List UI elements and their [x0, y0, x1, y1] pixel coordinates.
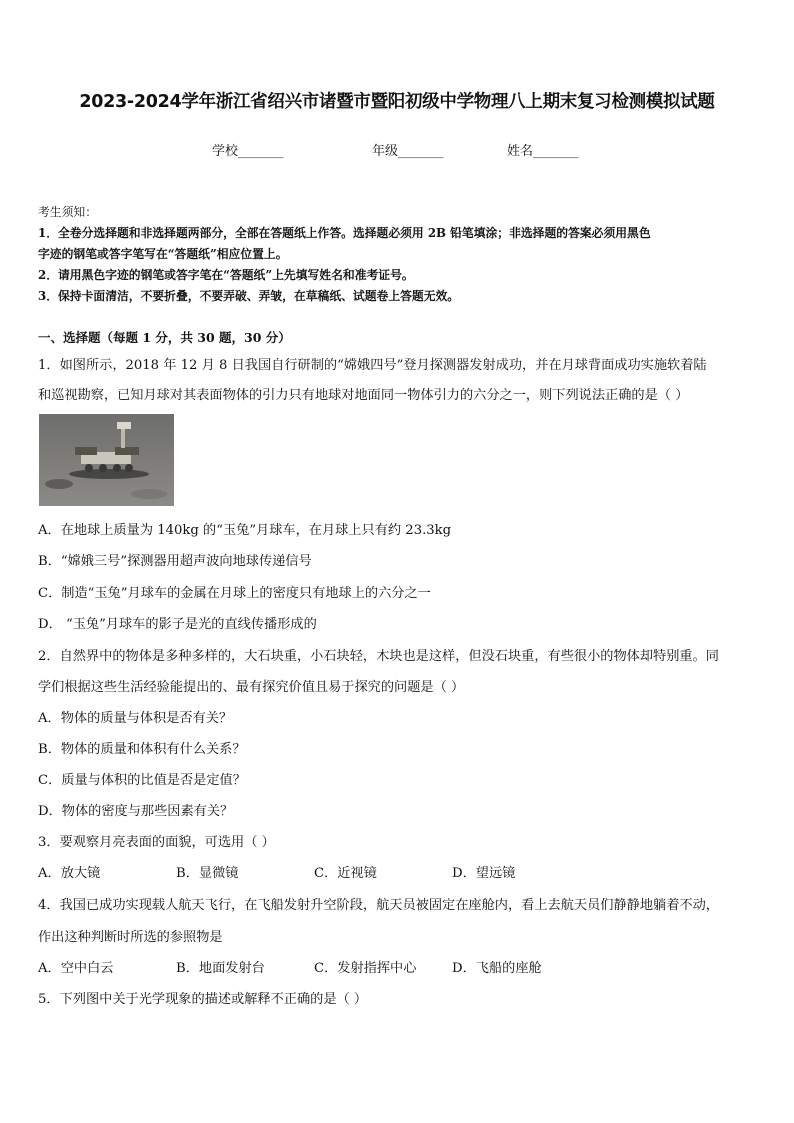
- lunar-rover-photo: [39, 414, 174, 506]
- school-field[interactable]: 学校_______: [212, 144, 284, 159]
- exam-title: 2023-2024学年浙江省绍兴市诸暨市暨阳初级中学物理八上期末复习检测模拟试题: [79, 92, 715, 112]
- question-1-option-b[interactable]: B．“嫦娥三号”探测器用超声波向地球传递信号: [38, 554, 312, 569]
- question-3-option-b[interactable]: B．显微镜: [176, 866, 239, 881]
- question-4-option-c[interactable]: C．发射指挥中心: [314, 961, 417, 976]
- note-line: 3．保持卡面清洁，不要折叠，不要弄破、弄皱，在草稿纸、试题卷上答题无效。: [38, 289, 460, 303]
- grade-field[interactable]: 年级_______: [372, 144, 444, 159]
- question-4-option-d[interactable]: D．飞船的座舱: [452, 961, 542, 976]
- question-1-option-d[interactable]: D． “玉兔”月球车的影子是光的直线传播形成的: [38, 617, 317, 632]
- question-2-stem: 2．自然界中的物体是多种多样的，大石块重，小石块轻，木块也是这样，但没石块重，有些很小的物体却特别重。同: [38, 649, 719, 664]
- question-4-option-a[interactable]: A．空中白云: [38, 961, 114, 976]
- note-line: 字迹的钢笔或答字笔写在“答题纸”相应位置上。: [38, 247, 288, 261]
- question-3-options: [0, 862, 794, 882]
- question-2-option-d[interactable]: D．物体的密度与那些因素有关？: [38, 804, 234, 819]
- question-2-option-c[interactable]: C．质量与体积的比值是否是定值？: [38, 773, 246, 788]
- section-heading: 一、选择题（每题 1 分，共 30 题，30 分）: [38, 330, 291, 345]
- question-4-options: [0, 957, 794, 977]
- question-3-stem: 3．要观察月亮表面的面貌，可选用（ ）: [38, 835, 275, 850]
- question-2-stem-cont: 学们根据这些生活经验能提出的、最有探究价值且易于探究的问题是（ ）: [38, 680, 465, 695]
- question-3-option-c[interactable]: C．近视镜: [314, 866, 377, 881]
- question-1-option-a[interactable]: A．在地球上质量为 140kg 的“玉兔”月球车，在月球上只有约 23.3kg: [38, 523, 452, 538]
- question-2-option-a[interactable]: A．物体的质量与体积是否有关？: [38, 711, 233, 726]
- notes-heading: 考生须知：: [38, 205, 97, 219]
- question-4-stem-cont: 作出这种判断时所选的参照物是: [38, 930, 223, 945]
- note-line: 2．请用黑色字迹的钢笔或答字笔在“答题纸”上先填写姓名和准考证号。: [38, 268, 414, 282]
- question-1-option-c[interactable]: C．制造“玉兔”月球车的金属在月球上的密度只有地球上的六分之一: [38, 586, 431, 601]
- question-1-stem: 1．如图所示，2018 年 12 月 8 日我国自行研制的“嫦娥四号”登月探测器发射成功，并在月球背面成功实施软着陆: [38, 358, 707, 373]
- question-2-option-b[interactable]: B．物体的质量和体积有什么关系？: [38, 742, 246, 757]
- question-3-option-a[interactable]: A．放大镜: [38, 866, 101, 881]
- question-1-stem-cont: 和巡视勘察，已知月球对其表面物体的引力只有地球对地面同一物体引力的六分之一，则下列说法正确的是（ ）: [38, 388, 689, 403]
- question-4-stem: 4．我国已成功实现载人航天飞行，在飞船发射升空阶段，航天员被固定在座舱内，看上去航天员们静静地躺着不动，: [38, 898, 719, 913]
- note-line: 1．全卷分选择题和非选择题两部分，全部在答题纸上作答。选择题必须用 2B 铅笔填涂；非选择题的答案必须用黑色: [38, 226, 651, 240]
- question-5-stem: 5．下列图中关于光学现象的描述或解释不正确的是（ ）: [38, 992, 368, 1007]
- question-4-option-b[interactable]: B．地面发射台: [176, 961, 265, 976]
- name-field[interactable]: 姓名_______: [507, 144, 579, 159]
- question-3-option-d[interactable]: D．望远镜: [452, 866, 516, 881]
